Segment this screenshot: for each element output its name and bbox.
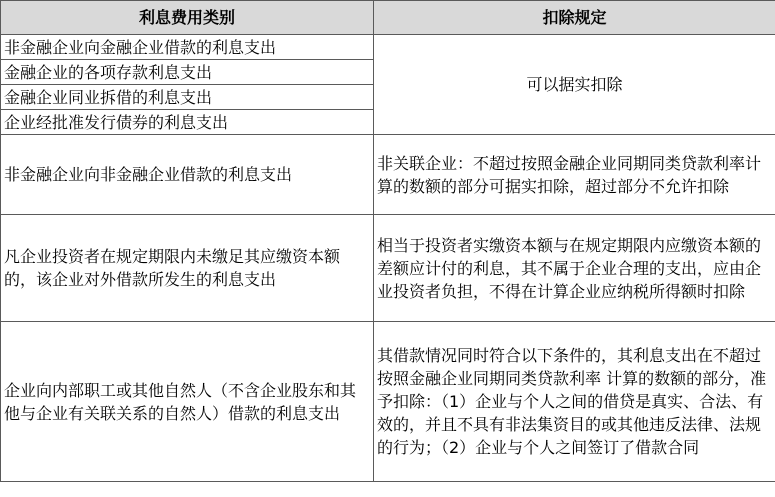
category-cell: 金融企业的各项存款利息支出 bbox=[1, 60, 374, 85]
rule-cell: 其借款情况同时符合以下条件的，其利息支出在不超过按照金融企业同期同类贷款利率 计算的数额的部分，准予扣除：（1）企业与个人之间的借贷是真实、合法、有效的，并且不具有非法集资目的或其他违反法律、法规的行为；（2）企业与个人之间签订了借款合同 bbox=[374, 322, 775, 482]
rule-cell: 非关联企业：不超过按照金融企业同期同类贷款利率计算的数额的部分可据实扣除，超过部分不允许扣除 bbox=[374, 135, 775, 215]
category-cell: 非金融企业向非金融企业借款的利息支出 bbox=[1, 135, 374, 215]
header-row bbox=[1, 1, 775, 35]
table-row bbox=[1, 322, 775, 482]
table-row bbox=[1, 35, 775, 60]
category-cell: 非金融企业向金融企业借款的利息支出 bbox=[1, 35, 374, 60]
header-rule: 扣除规定 bbox=[374, 1, 775, 35]
table-row bbox=[1, 215, 775, 322]
table-row bbox=[1, 135, 775, 215]
category-cell: 企业向内部职工或其他自然人（不含企业股东和其他与企业有关联关系的自然人）借款的利息支出 bbox=[1, 322, 374, 482]
rule-cell: 可以据实扣除 bbox=[374, 35, 775, 135]
rule-cell: 相当于投资者实缴资本额与在规定期限内应缴资本额的差额应计付的利息，其不属于企业合理的支出，应由企业投资者负担，不得在计算企业应纳税所得额时扣除 bbox=[374, 215, 775, 322]
category-cell: 凡企业投资者在规定期限内未缴足其应缴资本额的，该企业对外借款所发生的利息支出 bbox=[1, 215, 374, 322]
category-cell: 企业经批准发行债券的利息支出 bbox=[1, 110, 374, 135]
header-category: 利息费用类别 bbox=[1, 1, 374, 35]
category-cell: 金融企业同业拆借的利息支出 bbox=[1, 85, 374, 110]
